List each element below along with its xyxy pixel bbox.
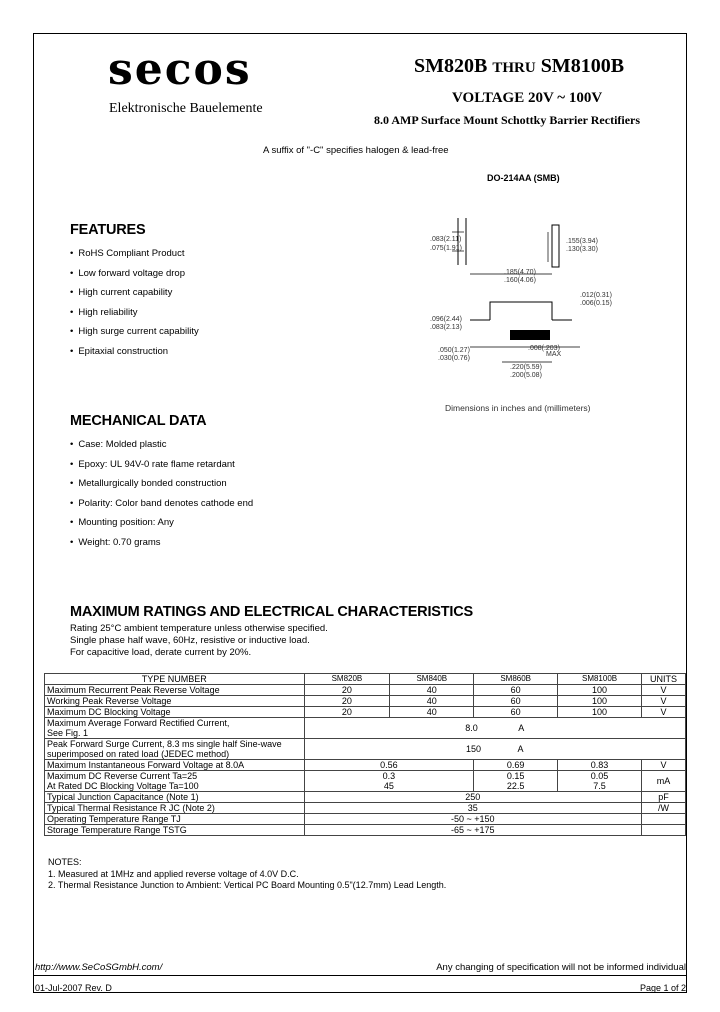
table-cell: V: [642, 685, 686, 696]
table-cell: 60: [474, 696, 558, 707]
cell-unit: A: [517, 744, 524, 754]
table-row: [45, 707, 686, 718]
dim-label: .006(0.15): [580, 300, 612, 307]
dimension-note: Dimensions in inches and (millimeters): [445, 403, 591, 413]
outline-rect: [552, 225, 559, 267]
table-row: [45, 739, 686, 760]
row-label-line: At Rated DC Blocking Voltage Ta=100: [47, 781, 199, 791]
table-cell: 40: [390, 696, 474, 707]
table-cell: 20: [304, 685, 390, 696]
table-cell: 20: [304, 707, 390, 718]
dim-label: .200(5.08): [510, 372, 542, 379]
dim-label: .008(.203): [528, 345, 560, 352]
table-cell: 20: [304, 696, 390, 707]
table-row: [45, 825, 686, 836]
dim-label: .130(3.30): [566, 246, 598, 253]
features-list: [70, 248, 199, 365]
row-label: Storage Temperature Range TSTG: [45, 825, 305, 836]
suffix-note: A suffix of "-C" specifies halogen & lead-free: [263, 145, 449, 156]
table-cell: [642, 825, 686, 836]
list-item: • Metallurgically bonded construction: [70, 478, 253, 498]
table-cell: 60: [474, 707, 558, 718]
dim-label: .030(0.76): [438, 355, 470, 362]
dim-label: .220(5.59): [510, 364, 542, 371]
list-item: • Low forward voltage drop: [70, 268, 199, 288]
table-header: UNITS: [642, 674, 686, 685]
dim-label: MAX: [546, 351, 562, 358]
disclaimer: Any changing of specification will not be informed individual: [436, 962, 686, 973]
table-row: [45, 696, 686, 707]
table-row: [45, 685, 686, 696]
table-row: [45, 771, 686, 792]
company-subtitle: Elektronische Bauelemente: [109, 101, 263, 116]
row-label: Typical Junction Capacitance (Note 1): [45, 792, 305, 803]
cell-value: 0.3: [382, 771, 396, 781]
page-number: Page 1 of 2: [639, 983, 686, 993]
ratings-table: [44, 673, 686, 836]
table-header: SM8100B: [558, 674, 642, 685]
table-cell: 100: [558, 696, 642, 707]
rating-conditions: [70, 623, 328, 658]
note-item: 2. Thermal Resistance Junction to Ambient: Vertical PC Board Mounting 0.5"(12.7mm) Lead Length.: [48, 880, 447, 890]
list-item: • High reliability: [70, 307, 199, 327]
dim-label: .083(2.11): [430, 236, 462, 243]
cell-value: 0.15: [506, 771, 525, 781]
table-header: SM860B: [474, 674, 558, 685]
table-cell: 100: [558, 685, 642, 696]
thru-label: THRU: [492, 60, 536, 76]
table-cell: -65 ~ +175: [304, 825, 642, 836]
row-label: Operating Temperature Range TJ: [45, 814, 305, 825]
row-label: Working Peak Reverse Voltage: [45, 696, 305, 707]
company-logo: secos: [108, 44, 252, 95]
table-row: [45, 803, 686, 814]
cell-value: 8.0: [465, 723, 478, 733]
row-label-line: Peak Forward Surge Current, 8.3 ms single half Sine-wave: [47, 739, 282, 749]
table-row: [45, 718, 686, 739]
table-cell: [304, 718, 686, 739]
row-label-line: See Fig. 1: [47, 728, 89, 738]
list-item: • RoHS Compliant Product: [70, 248, 199, 268]
table-cell: 0.83: [558, 760, 642, 771]
cell-value: 0.05: [590, 771, 609, 781]
table-cell: V: [642, 760, 686, 771]
row-label: Typical Thermal Resistance R JC (Note 2): [45, 803, 305, 814]
dim-label: .155(3.94): [566, 238, 598, 245]
row-label: [45, 739, 305, 760]
website-link[interactable]: http://www.SeCoSGmbH.com/: [35, 962, 163, 973]
dim-label: .185(4.70): [504, 269, 536, 276]
dim-label: .012(0.31): [580, 292, 612, 299]
list-item: • Epoxy: UL 94V-0 rate flame retardant: [70, 459, 253, 479]
list-item: • Polarity: Color band denotes cathode end: [70, 498, 253, 518]
table-cell: [642, 814, 686, 825]
mechanical-heading: MECHANICAL DATA: [70, 413, 207, 429]
features-heading: FEATURES: [70, 222, 146, 238]
ratings-heading: MAXIMUM RATINGS AND ELECTRICAL CHARACTERISTICS: [70, 604, 473, 620]
table-cell: V: [642, 707, 686, 718]
table-cell: pF: [642, 792, 686, 803]
cell-unit: A: [518, 723, 525, 733]
notes-title: NOTES:: [48, 857, 82, 867]
table-cell: 250: [304, 792, 642, 803]
part-to: SM8100B: [540, 55, 625, 77]
row-label: [45, 718, 305, 739]
table-row: [45, 814, 686, 825]
revision-date: 01-Jul-2007 Rev. D: [35, 983, 112, 993]
part-from: SM820B: [414, 55, 488, 77]
cell-value: 45: [383, 781, 394, 791]
table-cell: 100: [558, 707, 642, 718]
row-label-line: Maximum Average Forward Rectified Current,: [47, 718, 230, 728]
table-row: [45, 792, 686, 803]
row-label-line: superimposed on rated load (JEDEC method): [47, 749, 230, 759]
list-item: • High current capability: [70, 287, 199, 307]
table-cell: -50 ~ +150: [304, 814, 642, 825]
dim-label: .096(2.44): [430, 316, 462, 323]
row-label-line: Maximum DC Reverse Current Ta=25: [47, 771, 198, 781]
package-name: DO-214AA (SMB): [487, 173, 560, 183]
table-cell: 0.56: [304, 760, 474, 771]
table-cell: V: [642, 696, 686, 707]
dim-label: .160(4.06): [504, 277, 536, 284]
footer-divider: [33, 975, 687, 976]
cell-value: 150: [465, 744, 481, 754]
table-cell: [558, 771, 642, 792]
condition-line: Single phase half wave, 60Hz, resistive or inductive load.: [70, 634, 310, 646]
row-label: Maximum DC Blocking Voltage: [45, 707, 305, 718]
product-description: 8.0 AMP Surface Mount Schottky Barrier Rectifiers: [374, 113, 641, 127]
lead-pad: [510, 330, 550, 340]
note-item: 1. Measured at 1MHz and applied reverse voltage of 4.0V D.C.: [48, 868, 299, 879]
cell-value: 7.5: [593, 781, 606, 791]
table-cell: /W: [642, 803, 686, 814]
table-cell: mA: [642, 771, 686, 792]
table-header: SM840B: [390, 674, 474, 685]
table-row: [45, 760, 686, 771]
condition-line: Rating 25°C ambient temperature unless otherwise specified.: [70, 623, 328, 634]
list-item: • High surge current capability: [70, 326, 199, 346]
side-view-body: [490, 302, 552, 320]
dim-label: .050(1.27): [438, 347, 470, 354]
dim-label: .083(2.13): [430, 324, 462, 331]
table-cell: 40: [390, 707, 474, 718]
table-cell: 60: [474, 685, 558, 696]
list-item: • Epitaxial construction: [70, 346, 199, 366]
notes-section: [48, 857, 446, 892]
list-item: • Mounting position: Any: [70, 517, 253, 537]
voltage-range: VOLTAGE 20V ~ 100V: [452, 90, 603, 106]
table-cell: 0.69: [474, 760, 558, 771]
list-item: • Case: Molded plastic: [70, 439, 253, 459]
table-cell: [474, 771, 558, 792]
table-cell: 35: [304, 803, 642, 814]
condition-line: For capacitive load, derate current by 20%.: [70, 646, 252, 658]
part-number-title: [414, 55, 624, 78]
table-cell: 40: [390, 685, 474, 696]
row-label: Maximum Instantaneous Forward Voltage at 8.0A: [45, 760, 305, 771]
row-label: Maximum Recurrent Peak Reverse Voltage: [45, 685, 305, 696]
package-outline-drawing: [430, 210, 620, 390]
cell-value: 22.5: [506, 781, 525, 791]
list-item: • Weight: 0.70 grams: [70, 537, 253, 557]
table-cell: [304, 771, 474, 792]
table-header: TYPE NUMBER: [45, 674, 305, 685]
table-cell: [304, 739, 686, 760]
table-header-row: [45, 674, 686, 685]
table-header: SM820B: [304, 674, 390, 685]
mechanical-list: [70, 439, 253, 556]
row-label: [45, 771, 305, 792]
dim-label: .075(1.91): [430, 245, 462, 252]
